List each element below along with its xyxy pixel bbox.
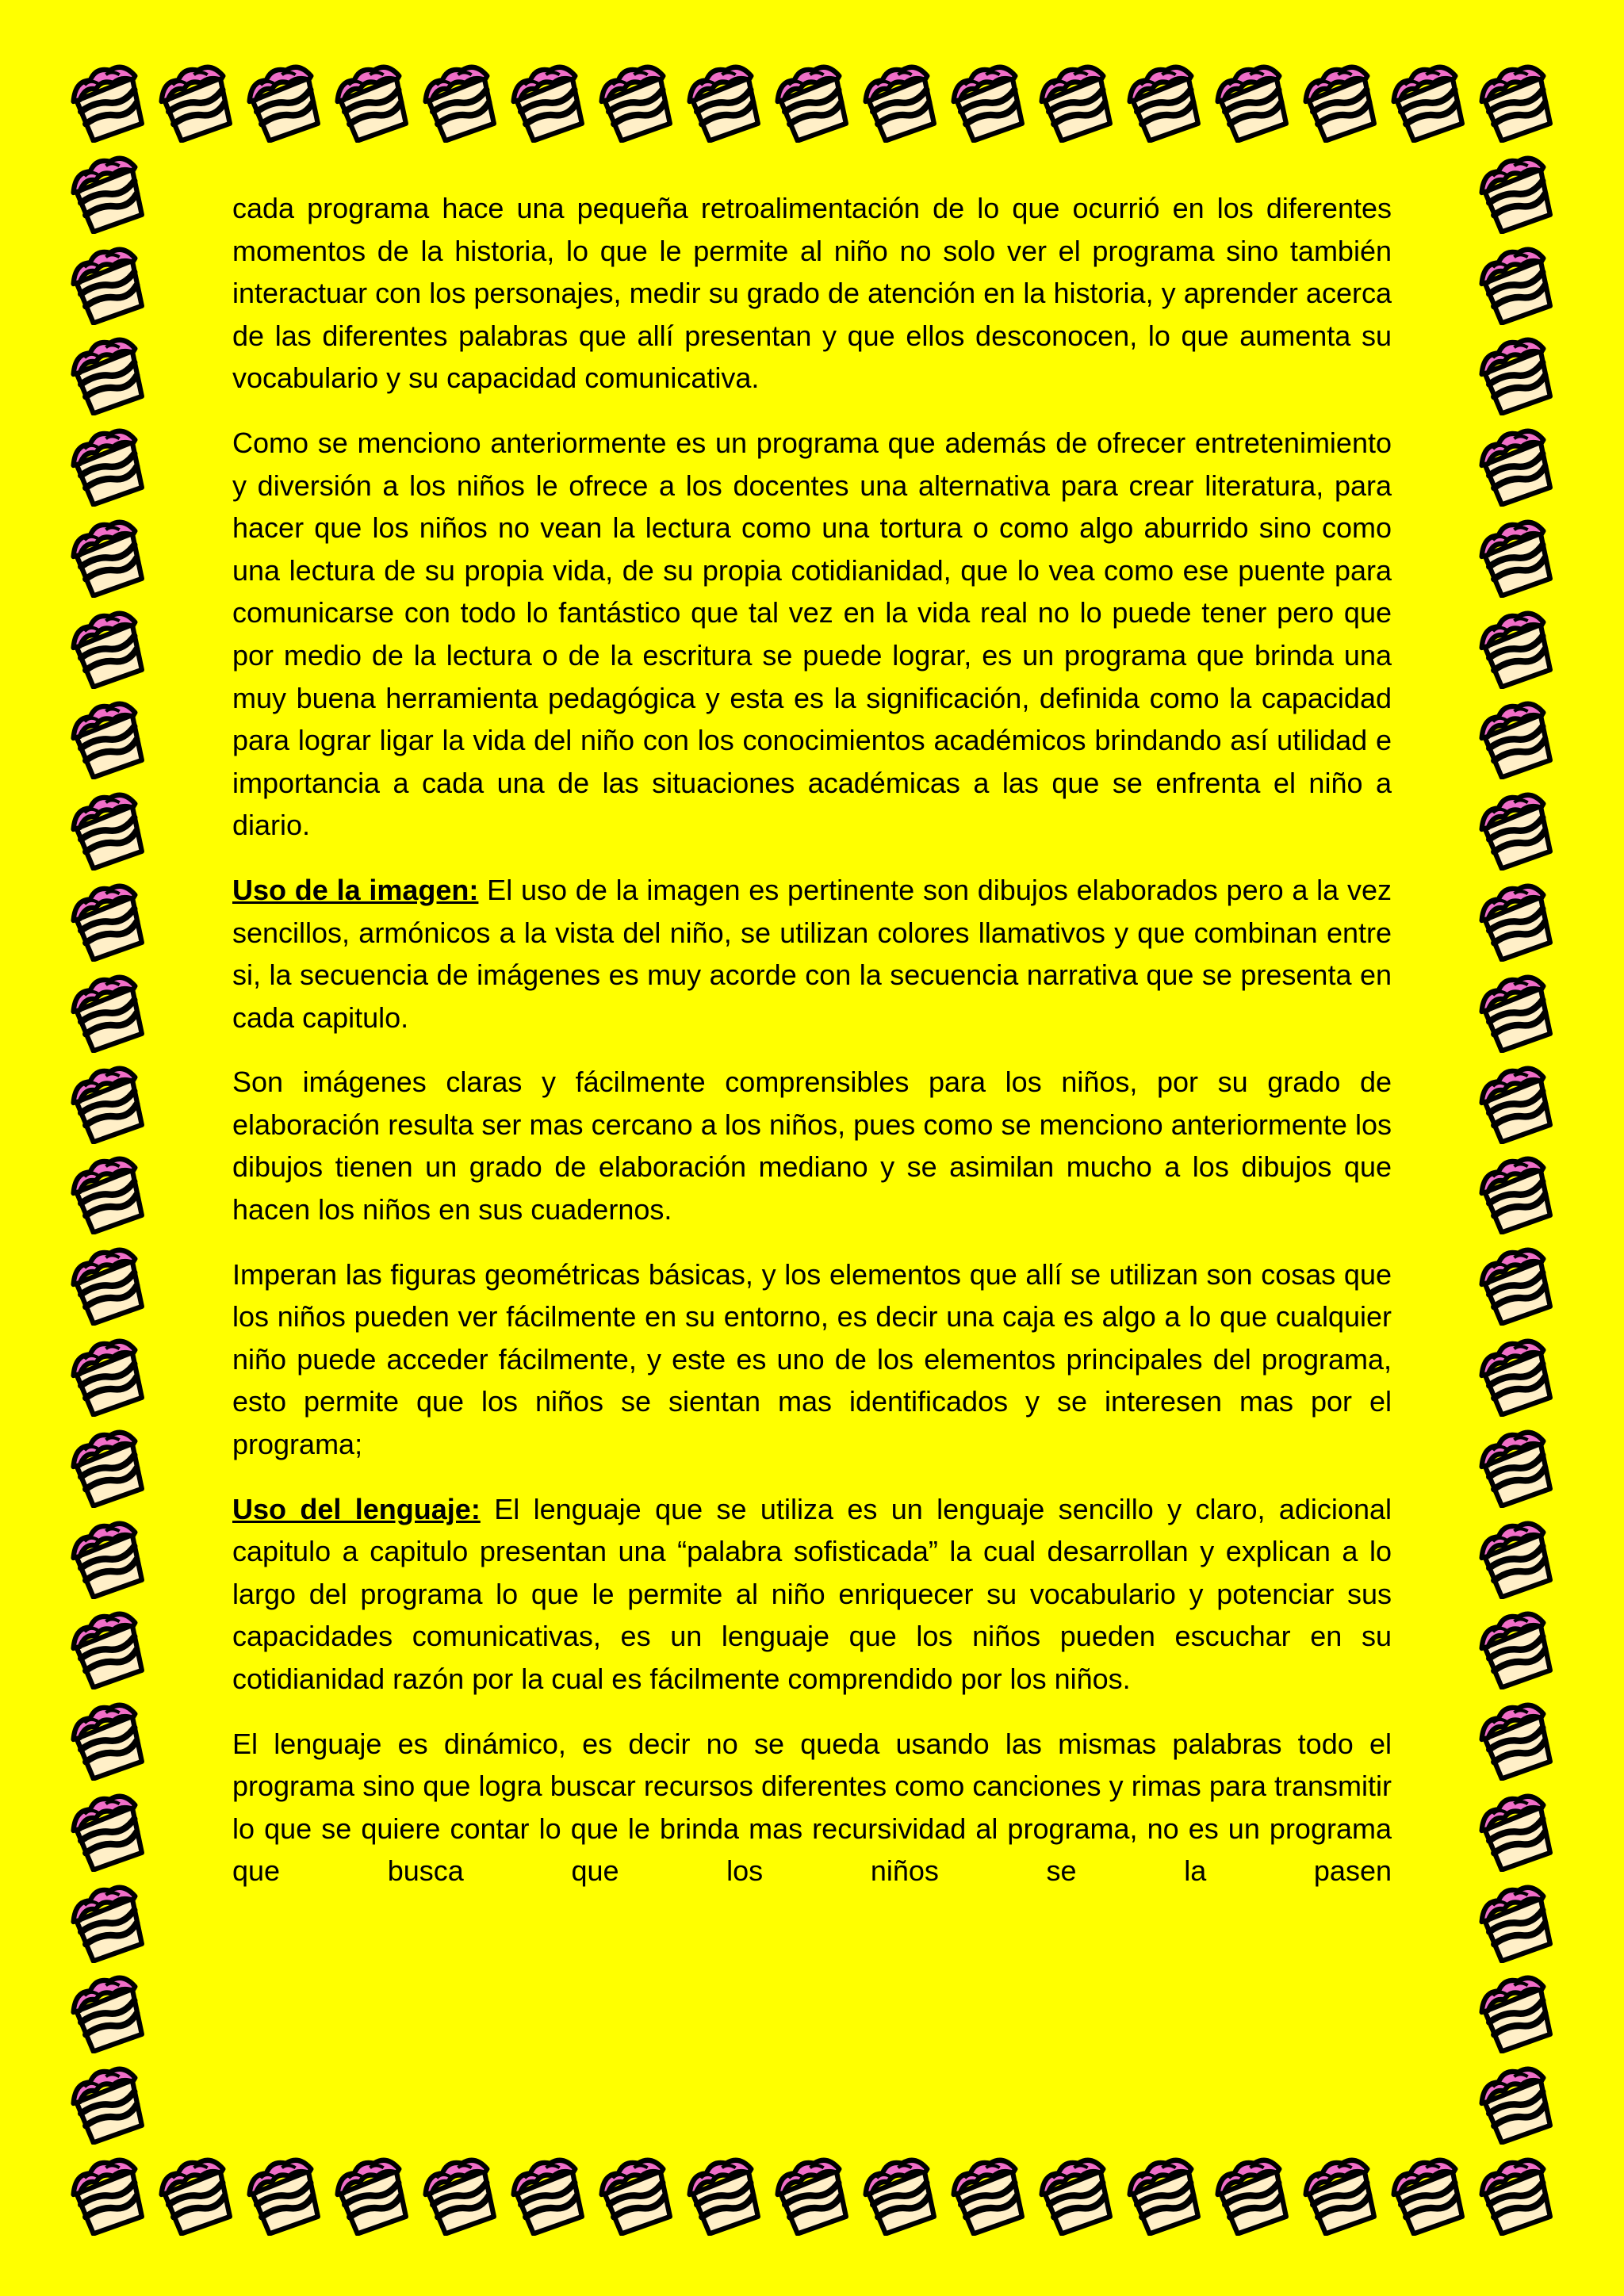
cake-slice-icon [1035, 60, 1117, 143]
paragraph-uso-del-lenguaje [232, 1488, 1392, 1701]
cake-slice-icon [1475, 243, 1557, 325]
cake-slice-icon [67, 515, 149, 598]
cake-slice-icon [1035, 2153, 1117, 2236]
cake-slice-icon [1475, 1789, 1557, 1872]
cake-slice-icon [67, 697, 149, 779]
cake-slice-icon [67, 1334, 149, 1417]
cake-slice-icon [67, 1243, 149, 1326]
cake-slice-icon [67, 424, 149, 507]
cake-slice-icon [67, 1607, 149, 1689]
cake-slice-icon [1475, 879, 1557, 962]
cake-slice-icon [1475, 1607, 1557, 1689]
paragraph-6-text: El lenguaje que se utiliza es un lenguaje sencillo y claro, adicional capitulo a capitulo presentan una “palabra sofisticada” la cual desarrollan y explican a lo largo del programa lo que le permite al niño enriquecer su vocabulario y potenciar sus capacidades comunicativas, es un lenguaje que los niños pueden escuchar en su cotidianidad razón por la cual es fácilmente comprendido por los niños. [232, 1492, 1392, 1695]
cake-slice-icon [947, 2153, 1029, 2236]
paragraph-2-text: Como se menciono anteriormente es un programa que además de ofrecer entretenimiento y diversión a los niños le ofrece a los docentes una alternativa para crear literatura, para hacer que los niños no vean la lectura como una tortura o como algo aburrido sino como una lectura de su propia vida, de su propia cotidianidad, que lo vea como ese puente para comunicarse con todo lo fantástico que tal vez en la vida real no lo puede tener pero que por medio de la lectura o de la escritura se puede lograr, es un programa que brinda una muy buena herramienta pedagógica y esta es la significación, definida como la capacidad para lograr ligar la vida del niño con los conocimientos académicos brindando así utilidad e importancia a cada una de las situaciones académicas a las que se enfrenta el niño a diario. [232, 426, 1392, 842]
cake-slice-icon [1475, 60, 1557, 143]
paragraph-3-text: El uso de la imagen es pertinente son dibujos elaborados pero a la vez sencillos, armónicos a la vista del niño, se utilizan colores llamativos y que combinan entre si, la secuencia de imágenes es muy acorde con la secuencia narrativa que se presenta en cada capitulo. [232, 873, 1392, 1034]
cake-slice-icon [155, 2153, 237, 2236]
cake-slice-icon [1299, 60, 1381, 143]
cake-slice-icon [67, 151, 149, 234]
cake-slice-icon [1475, 607, 1557, 689]
cake-slice-icon [1475, 2153, 1557, 2236]
cake-slice-icon [67, 879, 149, 962]
paragraph-5-text: Imperan las figuras geométricas básicas, y los elementos que allí se utilizan son cosas que los niños pueden ver fácilmente en su entorno, es decir una caja es algo a lo que cualquier niño puede acceder fácilmente, y este es uno de los elementos principales del programa, esto permite que los niños se sientan mas identificados y se interesen mas por el programa; [232, 1257, 1392, 1461]
cake-slice-icon [859, 60, 941, 143]
cake-slice-icon [1123, 60, 1205, 143]
cake-slice-icon [1299, 2153, 1381, 2236]
cake-slice-icon [683, 60, 765, 143]
cake-slice-icon [1475, 1517, 1557, 1599]
cake-slice-icon [1475, 1425, 1557, 1508]
cake-slice-icon [67, 1698, 149, 1781]
cake-slice-icon [67, 970, 149, 1053]
cake-slice-icon [67, 1789, 149, 1872]
paragraph-4-text: Son imágenes claras y fácilmente comprensibles para los niños, por su grado de elaboración resulta ser mas cercano a los niños, pues como se menciono anteriormente los dibujos tienen un grado de elaboración mediano y se asimilan mucho a los dibujos que hacen los niños en sus cuadernos. [232, 1066, 1392, 1226]
paragraph-uso-de-la-imagen [232, 869, 1392, 1039]
cake-slice-icon [1475, 970, 1557, 1053]
cake-slice-icon [67, 1881, 149, 1963]
cake-slice-icon [1475, 1152, 1557, 1234]
cake-slice-icon [1475, 1334, 1557, 1417]
cake-slice-icon [1475, 333, 1557, 415]
paragraph-1 [232, 187, 1392, 400]
cake-slice-icon [243, 60, 325, 143]
cake-slice-icon [1475, 151, 1557, 234]
cake-slice-icon [683, 2153, 765, 2236]
paragraph-heading-uso-de-la-imagen: Uso de la imagen: [232, 873, 479, 906]
cake-slice-icon [1387, 2153, 1469, 2236]
cake-slice-icon [1475, 515, 1557, 598]
cake-slice-icon [1475, 1698, 1557, 1781]
cake-slice-icon [67, 1517, 149, 1599]
paragraph-4 [232, 1061, 1392, 1230]
paragraph-7-text: El lenguaje es dinámico, es decir no se queda usando las mismas palabras todo el programa sino que logra buscar recursos diferentes como canciones y rimas para transmitir lo que se quiere contar lo que le brinda mas recursividad al programa, no es un programa que busca que los niños se la pasen [232, 1727, 1392, 1888]
paragraph-5 [232, 1253, 1392, 1466]
cake-slice-icon [1475, 1243, 1557, 1326]
cake-slice-icon [243, 2153, 325, 2236]
cake-slice-icon [1475, 788, 1557, 871]
paragraph-1-text: cada programa hace una pequeña retroalimentación de lo que ocurrió en los diferentes momentos de la historia, lo que le permite al niño no solo ver el programa sino también interactuar con los personajes, medir su grado de atención en la historia, y aprender acerca de las diferentes palabras que allí presentan y que ellos desconocen, lo que aumenta su vocabulario y su capacidad comunicativa. [232, 192, 1392, 395]
cake-slice-icon [67, 1062, 149, 1144]
cake-slice-icon [419, 60, 501, 143]
cake-slice-icon [507, 2153, 589, 2236]
cake-slice-icon [1123, 2153, 1205, 2236]
cake-slice-icon [67, 2153, 149, 2236]
paragraph-heading-uso-del-lenguaje: Uso del lenguaje: [232, 1492, 481, 1525]
document-body [232, 187, 1392, 1915]
paragraph-2 [232, 422, 1392, 847]
cake-slice-icon [67, 788, 149, 871]
cake-slice-icon [1387, 60, 1469, 143]
cake-slice-icon [331, 60, 413, 143]
cake-slice-icon [1211, 2153, 1293, 2236]
cake-slice-icon [947, 60, 1029, 143]
cake-slice-icon [595, 2153, 677, 2236]
cake-slice-icon [595, 60, 677, 143]
cake-slice-icon [859, 2153, 941, 2236]
cake-slice-icon [1475, 697, 1557, 779]
cake-slice-icon [771, 2153, 853, 2236]
cake-slice-icon [67, 333, 149, 415]
cake-slice-icon [419, 2153, 501, 2236]
cake-slice-icon [1211, 60, 1293, 143]
cake-slice-icon [67, 60, 149, 143]
cake-slice-icon [1475, 1062, 1557, 1144]
cake-slice-icon [155, 60, 237, 143]
cake-slice-icon [771, 60, 853, 143]
cake-slice-icon [67, 2062, 149, 2145]
paragraph-7 [232, 1723, 1392, 1892]
cake-slice-icon [67, 243, 149, 325]
cake-slice-icon [1475, 1881, 1557, 1963]
cake-slice-icon [67, 1425, 149, 1508]
cake-slice-icon [1475, 424, 1557, 507]
cake-slice-icon [507, 60, 589, 143]
cake-slice-icon [67, 1971, 149, 2053]
cake-slice-icon [67, 607, 149, 689]
cake-slice-icon [1475, 1971, 1557, 2053]
cake-slice-icon [331, 2153, 413, 2236]
cake-slice-icon [67, 1152, 149, 1234]
cake-slice-icon [1475, 2062, 1557, 2145]
